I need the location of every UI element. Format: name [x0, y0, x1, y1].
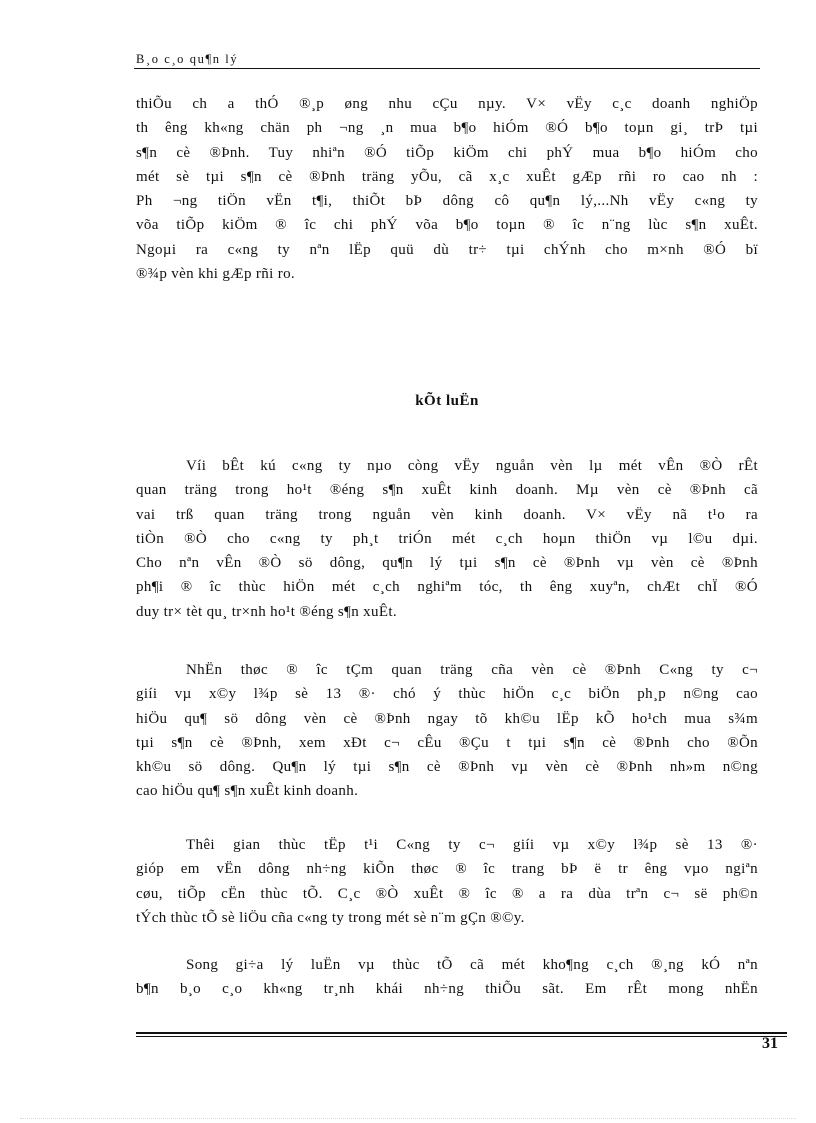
text-line: cøu, tiÕp cËn thùc tÕ. C¸c ®Ò xuÊt ® îc ® a ra dùa trªn c¬ së ph©n: [136, 885, 758, 902]
paragraph-conclusion-1: [136, 454, 758, 624]
text-line: ®¾p vèn khi gÆp rñi ro.: [136, 266, 296, 283]
header-rule: [134, 68, 760, 69]
text-line: Song gi÷a lý luËn vµ thùc tÕ cã mét kho¶ng c¸ch ®¸ng kÓ nªn: [186, 957, 758, 973]
page-bottom-divider: [20, 1118, 796, 1119]
text-line: Víi bÊt kú c«ng ty nµo còng vËy nguån vèn lµ mét vÊn ®Ò rÊt: [186, 458, 758, 474]
paragraph-conclusion-4: [136, 953, 758, 1002]
paragraph-conclusion-3: [136, 833, 758, 930]
paragraph-conclusion-2: [136, 658, 758, 804]
footer-rule: [136, 1036, 787, 1037]
footer-rule: [136, 1032, 787, 1034]
text-line: Thêi gian thùc tËp t¹i C«ng ty c¬ giíi vµ x©y l¾p sè 13 ®·: [186, 837, 758, 853]
text-line: thiÕu ch a thÓ ®¸p øng nhu cÇu nµy. V× vËy c¸c doanh nghiÖp: [136, 96, 758, 112]
text-line: NhËn thøc ® îc tÇm quan träng cña vèn cè ®Þnh C«ng ty c¬: [186, 662, 758, 678]
text-line: tiÒn ®Ò cho c«ng ty ph¸t triÓn mét c¸ch hoµn thiÖn vµ l©u dµi.: [136, 530, 758, 547]
section-heading: kÕt luËn: [415, 393, 479, 409]
text-line: tµi s¶n cè ®Þnh, xem xÐt c¬ cÊu ®Çu t tµi s¶n cè ®Þnh cho ®Õn: [136, 734, 758, 751]
text-line: võa tiÕp kiÖm ® îc chi phÝ võa b¶o toµn ® îc n¨ng lùc s¶n xuÊt.: [136, 217, 758, 234]
text-line: gióp em vËn dông nh÷ng kiÕn thøc ® îc trang bÞ ë tr êng vµo ngiªn: [136, 861, 758, 878]
text-line: b¶n b¸o c¸o kh«ng tr¸nh khái nh÷ng thiÕu sãt. Em rÊt mong nhËn: [136, 981, 758, 998]
text-line: Ph ¬ng tiÖn vËn t¶i, thiÕt bÞ dông cô qu¶n lý,...Nh vËy c«ng ty: [136, 193, 758, 210]
text-line: Cho nªn vÊn ®Ò sö dông, qu¶n lý tµi s¶n cè ®Þnh vµ vèn cè ®Þnh: [136, 555, 758, 572]
text-line: tÝch thùc tÕ sè liÖu cña c«ng ty trong mét sè n¨m gÇn ®©y.: [136, 909, 525, 926]
text-line: quan träng trong ho¹t ®éng s¶n xuÊt kinh doanh. Mµ vèn cè ®Þnh cã: [136, 482, 758, 499]
text-line: s¶n cè ®Þnh. Tuy nhiªn ®Ó tiÕp kiÖm chi phÝ mua b¶o hiÓm cho: [136, 144, 758, 161]
text-line: kh©u sö dông. Qu¶n lý tµi s¶n cè ®Þnh vµ vèn cè ®Þnh nh»m n©ng: [136, 759, 758, 776]
paragraph-insurance: [136, 92, 758, 286]
running-header: B¸o c¸o qu¶n lý: [136, 52, 239, 66]
text-line: cao hiÖu qu¶ s¶n xuÊt kinh doanh.: [136, 783, 359, 800]
text-line: ph¶i ® îc thùc hiÖn mét c¸ch nghiªm tóc, th êng xuyªn, chÆt chÏ ®Ó: [136, 579, 758, 596]
text-line: th êng kh«ng chän ph ¬ng ¸n mua b¶o hiÓm ®Ó b¶o toµn gi¸ trÞ tµi: [136, 120, 758, 137]
text-line: duy tr× tèt qu¸ tr×nh ho¹t ®éng s¶n xuÊt.: [136, 603, 398, 620]
page-number: 31: [762, 1035, 778, 1052]
text-line: hiÖu qu¶ sö dông vèn cè ®Þnh ngay tõ kh©u lËp kÕ ho¹ch mua s¾m: [136, 710, 758, 727]
text-line: Ngoµi ra c«ng ty nªn lËp quü dù tr÷ tµi chÝnh cho m×nh ®Ó bï: [136, 241, 758, 258]
text-line: vai trß quan träng trong nguån vèn kinh doanh. V× vËy nã t¹o ra: [136, 506, 758, 523]
text-line: giíi vµ x©y l¾p sè 13 ®· chó ý thùc hiÖn c¸c biÖn ph¸p n©ng cao: [136, 686, 758, 703]
text-line: mét sè tµi s¶n cè ®Þnh träng yÕu, cã x¸c xuÊt gÆp rñi ro cao nh :: [136, 168, 758, 185]
